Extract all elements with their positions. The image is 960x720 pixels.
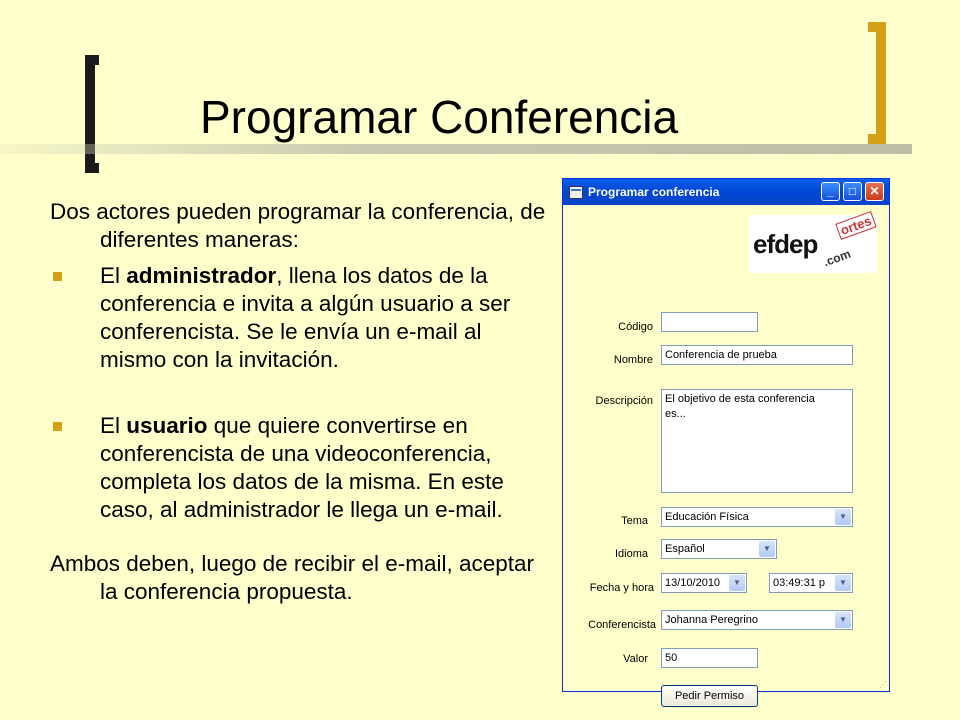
conferencista-dropdown[interactable] [661,610,853,630]
window-title: Programar conferencia [588,185,720,199]
fecha-hora-label: Fecha y hora [589,582,654,594]
idioma-dropdown[interactable] [661,539,777,559]
programar-conferencia-window [562,178,890,702]
nombre-input[interactable]: Conferencia de prueba [661,345,853,365]
tema-label: Tema [621,515,648,527]
right-bracket-decoration [868,22,886,144]
app-icon [569,186,583,199]
idioma-label: Idioma [614,548,648,560]
bullet-administrador: El administrador, llena los datos de la conferencia e invita a algún usuario a ser conferencista. Se le envía un e-mail al mismo con la invitación. [50,262,550,374]
efdeportes-logo [749,215,877,273]
window-titlebar[interactable] [563,179,889,205]
logo-main-text: efdep [753,229,818,259]
hora-value: 03:49:31 p [773,577,825,589]
window-content [563,205,889,702]
fecha-picker[interactable] [661,573,747,593]
fecha-value: 13/10/2010 [665,577,721,589]
conferencista-label: Conferencista [588,619,656,631]
slide-title: Programar Conferencia [200,91,679,143]
intro-paragraph: Dos actores pueden programar la conferencia, de diferentes maneras: [50,199,546,252]
descripcion-label: Descripción [595,395,653,407]
codigo-input[interactable] [661,312,758,332]
minimize-button[interactable]: _ [821,182,840,201]
bold-term: usuario [126,413,208,438]
tema-value: Educación Física [665,511,749,523]
descripcion-textarea[interactable]: El objetivo de esta conferencia es... [661,389,853,493]
chevron-down-icon[interactable]: ▼ [835,612,851,628]
hora-picker[interactable] [769,573,853,593]
logo-com-text: .com [821,246,853,270]
nombre-label: Nombre [613,354,653,366]
bullet-usuario: El usuario que quiere convertirse en conferencista de una videoconferencia, completa los datos de la misma. En este caso, al administrador le llega un e-mail. [50,412,550,524]
valor-input[interactable]: 50 [661,648,758,668]
left-bracket-decoration [85,55,99,173]
pedir-permiso-button[interactable]: Pedir Permiso [661,685,758,707]
title-underline [0,144,912,154]
chevron-down-icon[interactable]: ▼ [835,575,851,591]
conferencista-value: Johanna Peregrino [665,614,758,626]
idioma-value: Español [665,543,705,555]
close-button[interactable]: ✕ [865,182,884,201]
chevron-down-icon[interactable]: ▼ [759,541,775,557]
slide-body [50,198,550,629]
chevron-down-icon[interactable]: ▼ [729,575,745,591]
codigo-label: Código [618,321,653,333]
logo-sub-text: ortes [835,211,876,240]
bullet-marker [53,422,62,431]
tema-dropdown[interactable] [661,507,853,527]
maximize-button[interactable]: □ [843,182,862,201]
valor-label: Valor [623,653,648,665]
chevron-down-icon[interactable]: ▼ [835,509,851,525]
bullet-marker [53,272,62,281]
closing-paragraph: Ambos deben, luego de recibir el e-mail, aceptar la conferencia propuesta. [50,551,535,604]
bold-term: administrador [126,263,277,288]
resize-grip-icon[interactable]: ⋰ [879,680,887,689]
